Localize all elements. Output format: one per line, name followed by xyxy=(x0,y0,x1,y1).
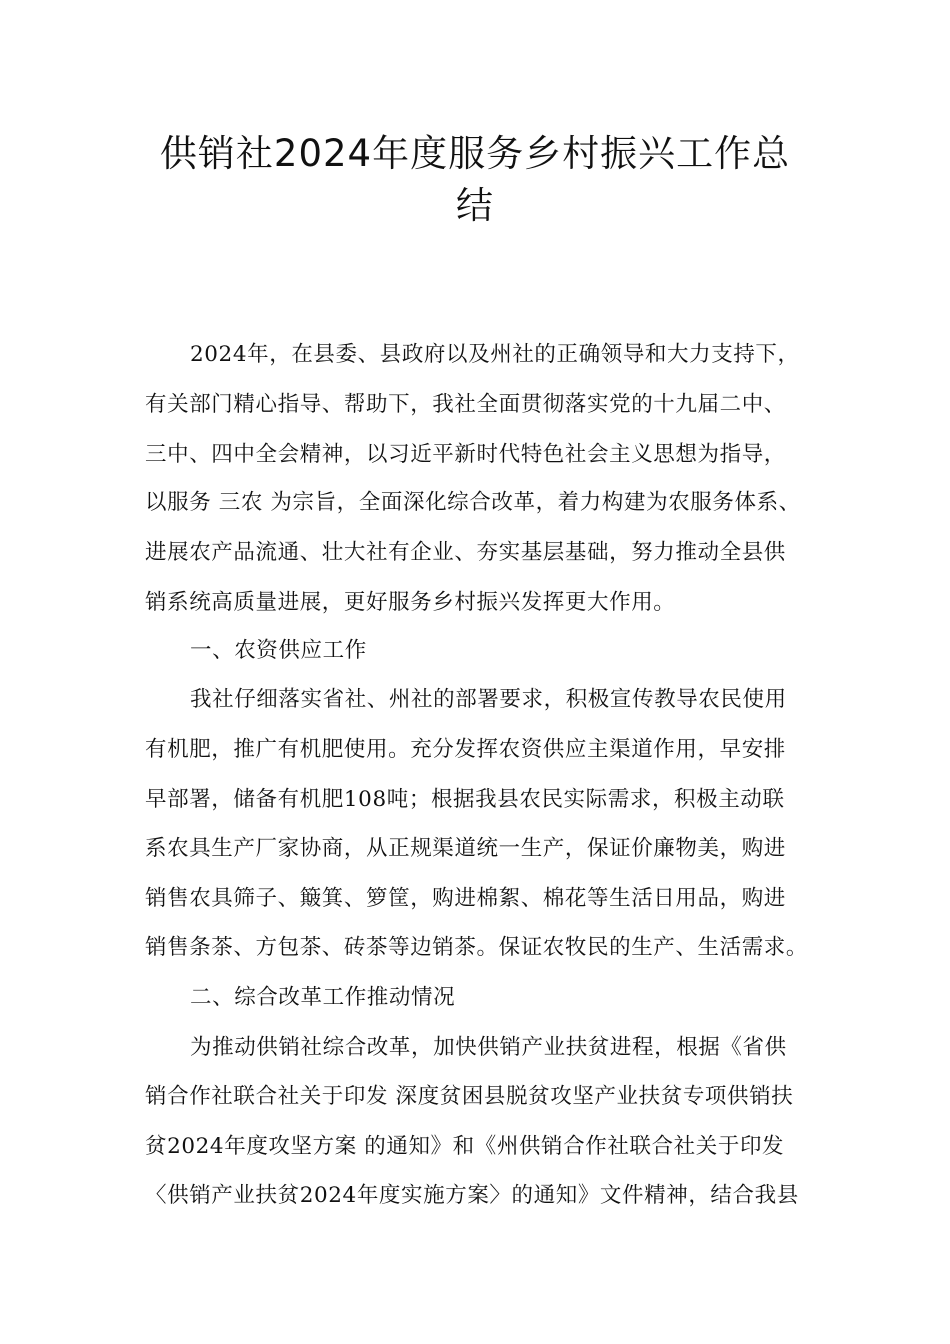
paragraph-line: 贫2024年度攻坚方案 的通知》和《州供销合作社联合社关于印发 xyxy=(145,1134,785,1159)
section-heading: 一、农资供应工作 xyxy=(190,638,367,663)
paragraph-line: 有关部门精心指导、帮助下，我社全面贯彻落实党的十九届二中、 xyxy=(145,392,786,417)
paragraph-line: 系农具生产厂家协商，从正规渠道统一生产，保证价廉物美，购进 xyxy=(145,836,786,861)
paragraph-line: 我社仔细落实省社、州社的部署要求，积极宣传教导农民使用 xyxy=(190,687,787,712)
paragraph-line: 为推动供销社综合改革，加快供销产业扶贫进程，根据《省供 xyxy=(190,1035,787,1060)
document-title: 供销社2024年度服务乡村振兴工作总结 xyxy=(159,132,791,227)
paragraph-line: 销合作社联合社关于印发 深度贫困县脱贫攻坚产业扶贫专项供销扶 xyxy=(145,1084,794,1109)
paragraph-line: 销售条茶、方包茶、砖茶等边销茶。保证农牧民的生产、生活需求。 xyxy=(145,935,809,960)
paragraph-line: 有机肥，推广有机肥使用。充分发挥农资供应主渠道作用，早安排 xyxy=(145,737,786,762)
paragraph-line: 三中、四中全会精神，以习近平新时代特色社会主义思想为指导， xyxy=(145,442,786,467)
paragraph-line: 早部署，储备有机肥108吨；根据我县农民实际需求，积极主动联 xyxy=(145,787,785,812)
paragraph-line: 2024年，在县委、县政府以及州社的正确领导和大力支持下， xyxy=(190,342,800,367)
paragraph-line: 销售农具筛子、簸箕、箩筐，购进棉絮、棉花等生活日用品，购进 xyxy=(145,886,786,911)
paragraph-line: 以服务 三农 为宗旨，全面深化综合改革，着力构建为农服务体系、 xyxy=(145,490,801,515)
paragraph-line: 进展农产品流通、壮大社有企业、夯实基层基础，努力推动全县供 xyxy=(145,540,786,565)
paragraph-line: 〈供销产业扶贫2024年度实施方案〉的通知》文件精神，结合我县 xyxy=(145,1183,799,1208)
paragraph-line: 销系统高质量进展，更好服务乡村振兴发挥更大作用。 xyxy=(145,590,676,615)
section-heading: 二、综合改革工作推动情况 xyxy=(190,985,456,1010)
